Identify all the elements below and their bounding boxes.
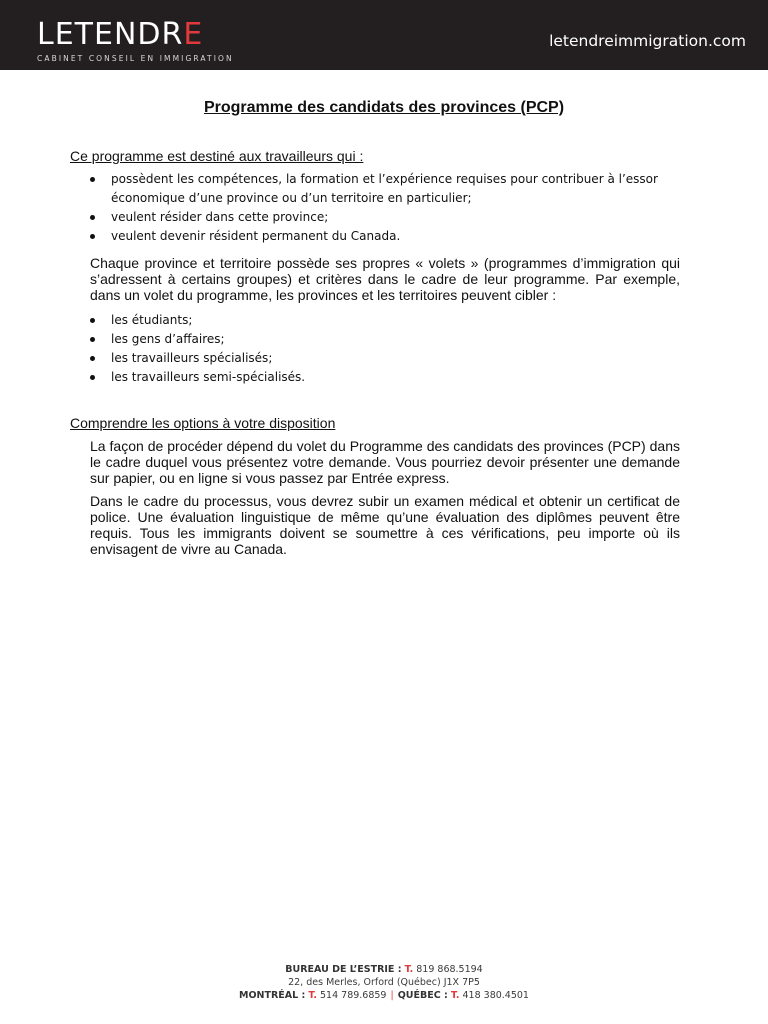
phone-prefix: T.: [450, 990, 460, 1001]
estrie-phone: 819 868.5194: [416, 964, 483, 975]
phone-prefix: T.: [308, 990, 317, 1001]
list-item: veulent résider dans cette province;: [90, 208, 682, 227]
header-banner: [0, 0, 768, 70]
footer-line-cities: [0, 989, 768, 1002]
footer-line-estrie: [0, 963, 768, 976]
footer-separator: |: [390, 990, 394, 1001]
company-logo: [37, 17, 234, 63]
list-item: les travailleurs semi-spécialisés.: [90, 368, 490, 387]
montreal-label: MONTRÉAL :: [239, 990, 306, 1001]
streams-paragraph: Chaque province et territoire possède ses propres « volets » (programmes d’immigration qui s’adressent à certains groupes) et critères dans le cadre de leur programme. Par exemple, dans un volet du programme, les provinces et les territoires peuvent cibler :: [90, 255, 680, 303]
footer-contact: [0, 963, 768, 1002]
section-heading-options: Comprendre les options à votre disposition: [70, 415, 336, 431]
list-item: les gens d’affaires;: [90, 330, 490, 349]
target-groups-list: [90, 311, 490, 387]
eligibility-list: [90, 170, 682, 246]
footer-address: 22, des Merles, Orford (Québec) J1X 7P5: [288, 977, 480, 988]
phone-prefix: T.: [404, 964, 414, 975]
list-item: les étudiants;: [90, 311, 490, 330]
section-heading-workers: Ce programme est destiné aux travailleurs qui :: [70, 148, 364, 164]
document-title: Programme des candidats des provinces (PCP): [203, 99, 565, 116]
logo-wordmark: LETENDRE: [37, 17, 204, 52]
procedure-paragraph: La façon de procéder dépend du volet du Programme des candidats des provinces (PCP) dans le cadre duquel vous présentez votre demande. Vous pourriez devoir présenter une demande sur papier, ou en ligne si vous passez par Entrée express.: [90, 438, 680, 486]
montreal-phone: 514 789.6859: [320, 990, 387, 1001]
list-item: possèdent les compétences, la formation et l’expérience requises pour contribuer à l’essor économique d’une province ou d’un territoire en particulier;: [90, 170, 682, 208]
quebec-phone: 418 380.4501: [462, 990, 529, 1001]
estrie-office-label: BUREAU DE L’ESTRIE :: [285, 964, 402, 975]
website-url: letendreimmigration.com: [549, 32, 746, 50]
logo-tagline: CABINET CONSEIL EN IMMIGRATION: [37, 54, 234, 63]
quebec-label: QUÉBEC :: [397, 990, 448, 1001]
list-item: les travailleurs spécialisés;: [90, 349, 490, 368]
list-item: veulent devenir résident permanent du Canada.: [90, 227, 682, 246]
verification-paragraph: Dans le cadre du processus, vous devrez subir un examen médical et obtenir un certificat de police. Une évaluation linguistique de même qu’une évaluation des diplômes peuvent être requis. Tous les immigrants doivent se soumettre à ces vérifications, peu importe où ils envisagent de vivre au Canada.: [90, 493, 680, 557]
